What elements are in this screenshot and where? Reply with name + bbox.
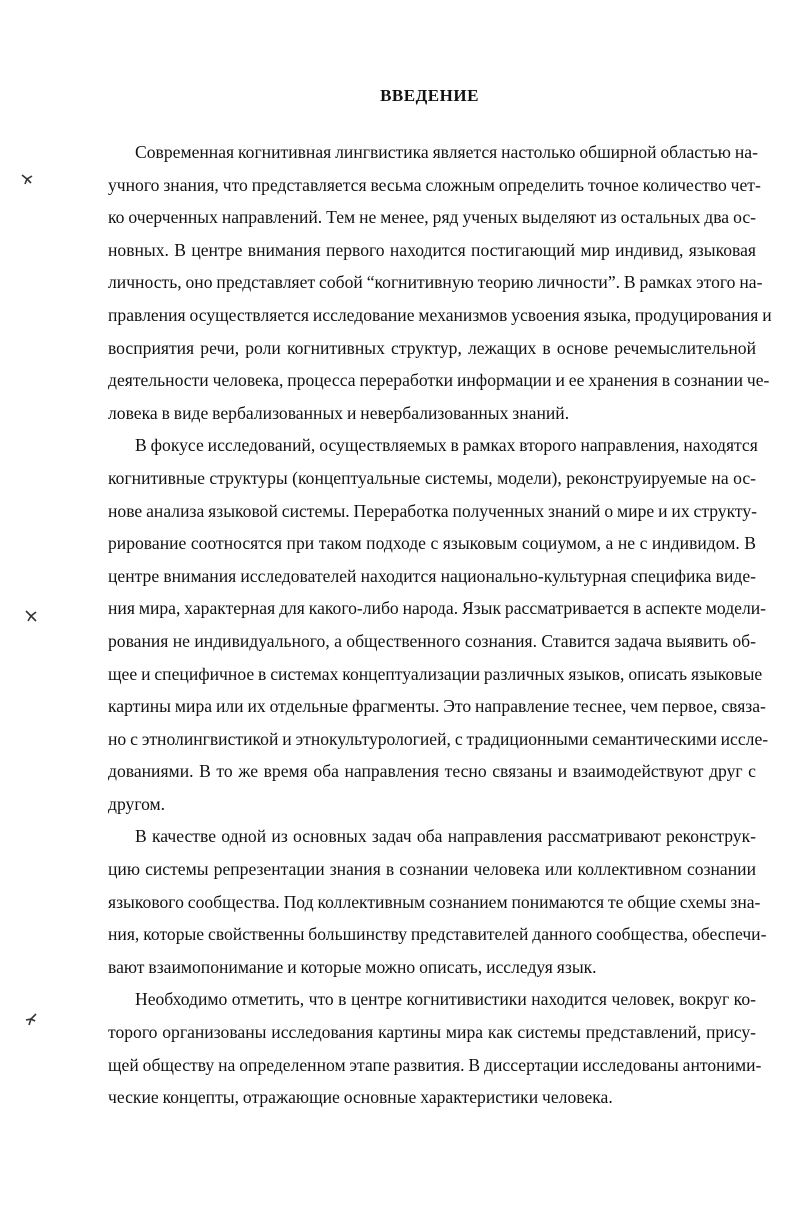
paragraph	[108, 136, 772, 429]
paragraph	[108, 983, 762, 1113]
text-line: ния мира, характерная для какого-либо народа. Язык рассматривается в аспекте модели-	[108, 598, 767, 619]
scan-speck-icon	[24, 609, 38, 623]
page-title: ВВЕДЕНИЕ	[380, 86, 479, 105]
text-line: личность, оно представляет собой “когнитивную теорию личности”. В рамках этого на-	[108, 272, 763, 293]
text-line: правления осуществляется исследование механизмов усвоения языка, продуцирования и	[108, 304, 772, 325]
text-line: но с этнолингвистикой и этнокультурологией, с традиционными семантическими иссле-	[108, 728, 769, 749]
text-line: Современная когнитивная лингвистика является настолько обширной областью на-	[135, 142, 758, 162]
text-line: щее и специфичное в системах концептуализации различных языков, описать языковые	[108, 663, 763, 684]
text-line: языкового сообщества. Под коллективным сознанием понимаются те общие схемы зна-	[108, 891, 761, 912]
text-line: щей обществу на определенном этапе развития. В диссертации исследованы антоними-	[108, 1054, 762, 1075]
text-line: центре внимания исследователей находится национально-культурная специфика виде-	[108, 565, 756, 586]
text-line: ловека в виде вербализованных и невербализованных знаний.	[108, 402, 570, 423]
text-line: другом.	[108, 793, 166, 814]
text-line: В фокусе исследований, осуществляемых в рамках второго направления, находятся	[135, 435, 758, 456]
paragraph	[108, 820, 767, 983]
text-line: рирование соотносятся при таком подходе с языковым социумом, а не с индивидом. В	[108, 533, 756, 554]
text-line: ко очерченных направлений. Тем не менее, ряд ученых выделяют из остальных два ос-	[108, 207, 756, 228]
text-line: вают взаимопонимание и которые можно описать, исследуя язык.	[108, 956, 597, 977]
text-line: ческие концепты, отражающие основные характеристики человека.	[108, 1087, 613, 1108]
text-line: когнитивные структуры (концептуальные системы, модели), реконструируемые на ос-	[108, 467, 756, 488]
text-line: ния, которые свойственны большинству представителей данного сообщества, обеспечи-	[108, 924, 767, 945]
paragraph	[108, 429, 769, 820]
text-line: дованиями. В то же время оба направления тесно связаны и взаимодействуют друг с	[108, 761, 756, 782]
text-line: цию системы репрезентации знания в сознании человека или коллективном сознании	[108, 859, 756, 880]
text-line: рования не индивидуального, а общественного сознания. Ставится задача выявить об-	[108, 630, 756, 651]
text-line: восприятия речи, роли когнитивных структур, лежащих в основе речемыслительной	[108, 337, 756, 358]
text-line: В качестве одной из основных задач оба направления рассматривают реконструк-	[135, 826, 756, 847]
scan-speck-icon	[24, 1012, 38, 1026]
scan-speck-icon	[20, 172, 34, 186]
text-line: картины мира или их отдельные фрагменты. Это направление теснее, чем первое, связа-	[108, 696, 766, 717]
body-text	[108, 136, 772, 1114]
text-line: нове анализа языковой системы. Переработка полученных знаний о мире и их структу-	[108, 500, 758, 521]
text-line: учного знания, что представляется весьма сложным определить точное количество чет-	[108, 174, 761, 195]
text-line: новных. В центре внимания первого находится постигающий мир индивид, языковая	[108, 239, 756, 260]
text-line: деятельности человека, процесса переработки информации и ее хранения в сознании че-	[108, 370, 770, 391]
text-line: Необходимо отметить, что в центре когнитивистики находится человек, вокруг ко-	[135, 989, 756, 1010]
text-line: торого организованы исследования картины мира как системы представлений, прису-	[108, 1022, 756, 1043]
